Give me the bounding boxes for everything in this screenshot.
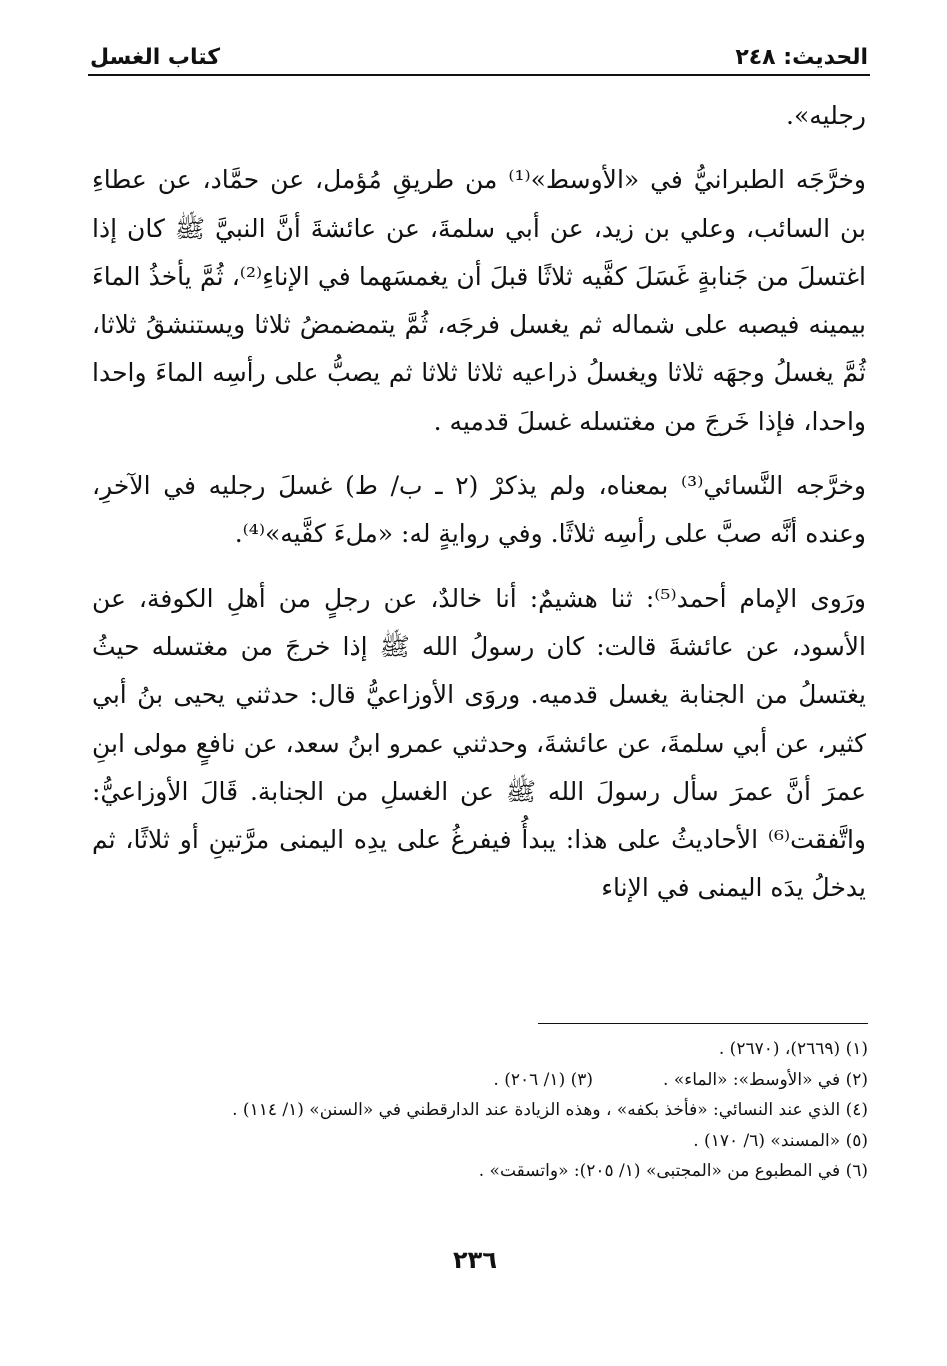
footnotes [92, 1034, 868, 1187]
paragraph: وخرَّجَه الطبرانيُّ في «الأوسط»⁽¹⁾ من طريقِ مُؤمل، عن حمَّاد، عن عطاءِ بن السائب، وعلي بن زيد، عن أبي سلمةَ، عن عائشةَ أنَّ النبيَّ ﷺ كان إذا اغتسلَ من جَنابةٍ غَسَلَ كفَّيه ثلاثًا قبلَ أن يغمسَهما في الإناءِ⁽²⁾، ثُمَّ يأخذُ الماءَ بيمينه فيصبه على شماله ثم يغسل فرجَه، ثُمَّ يتمضمضُ ثلاثا ويستنشقُ ثلاثا، ثُمَّ يغسلُ وجهَه ثلاثا ويغسلُ ذراعيه ثلاثا ثلاثا ثم يصبُّ على رأسِه الماءَ واحدا واحدا، فإذا خَرجَ من مغتسله غسلَ قدميه . [92, 165, 867, 436]
header-divider [88, 74, 870, 76]
footnote-1: (١) (٢٦٦٩)، (٢٦٧٠) . [718, 1039, 868, 1059]
footnote-divider [538, 1023, 868, 1024]
running-header [90, 30, 868, 70]
page-number: ٢٣٦ [453, 1246, 497, 1274]
footnote-2: (٢) في «الأوسط»: «الماء» . [663, 1069, 868, 1090]
footnote-5: (٥) «المسند» (٦/ ١٧٠) . [693, 1130, 868, 1151]
book-title: كتاب الغسل [90, 45, 221, 70]
footnote-4: (٤) الذي عند النسائي: «فأخذ بكفه» ، وهذه الزيادة عند الدارقطني في «السنن» (١/ ١١٤) . [232, 1100, 868, 1120]
footnote-row-2-3 [92, 1065, 868, 1096]
main-text [92, 92, 866, 913]
footnote-3: (٣) (١/ ٢٠٦) . [493, 1069, 594, 1090]
hadith-number-label: الحديث: ٢٤٨ [735, 45, 868, 70]
paragraph: وخرَّجه النَّسائي⁽³⁾ بمعناه، ولم يذكرْ (٢ ـ ب/ ط) غسلَ رجليه في الآخرِ، وعنده أنَّه صبَّ على رأسِه ثلاثًا. وفي روايةٍ له: «ملءَ كفَّيه»⁽⁴⁾. [92, 471, 866, 549]
paragraph: ورَوى الإمام أحمد⁽⁵⁾: ثنا هشيمٌ: أنا خالدٌ، عن رجلٍ من أهلِ الكوفة، عن الأسود، عن عائشةَ قالت: كان رسولُ الله ﷺ إذا خرجَ من مغتسله حيثُ يغتسلُ من الجنابة يغسل قدميه. وروَى الأوزاعيُّ قال: حدثني يحيى بنُ أبي كثير، عن أبي سلمةَ، عن عائشةَ، وحدثني عمرو ابنُ سعد، عن نافعٍ مولى ابنِ عمرَ أنَّ عمرَ سأل رسولَ الله ﷺ عن الغسلِ من الجنابة. قَالَ الأوزاعيُّ: واتَّفقت⁽⁶⁾ الأحاديثُ على هذا: يبدأُ فيفرغُ على يدِه اليمنى مرَّتينِ أو ثلاثًا، ثم يدخلُ يدَه اليمنى في الإناء [92, 583, 866, 903]
paragraph: رجليه». [786, 101, 866, 130]
footnote-6: (٦) في المطبوع من «المجتبى» (١/ ٢٠٥): «واتسقت» . [478, 1161, 868, 1181]
